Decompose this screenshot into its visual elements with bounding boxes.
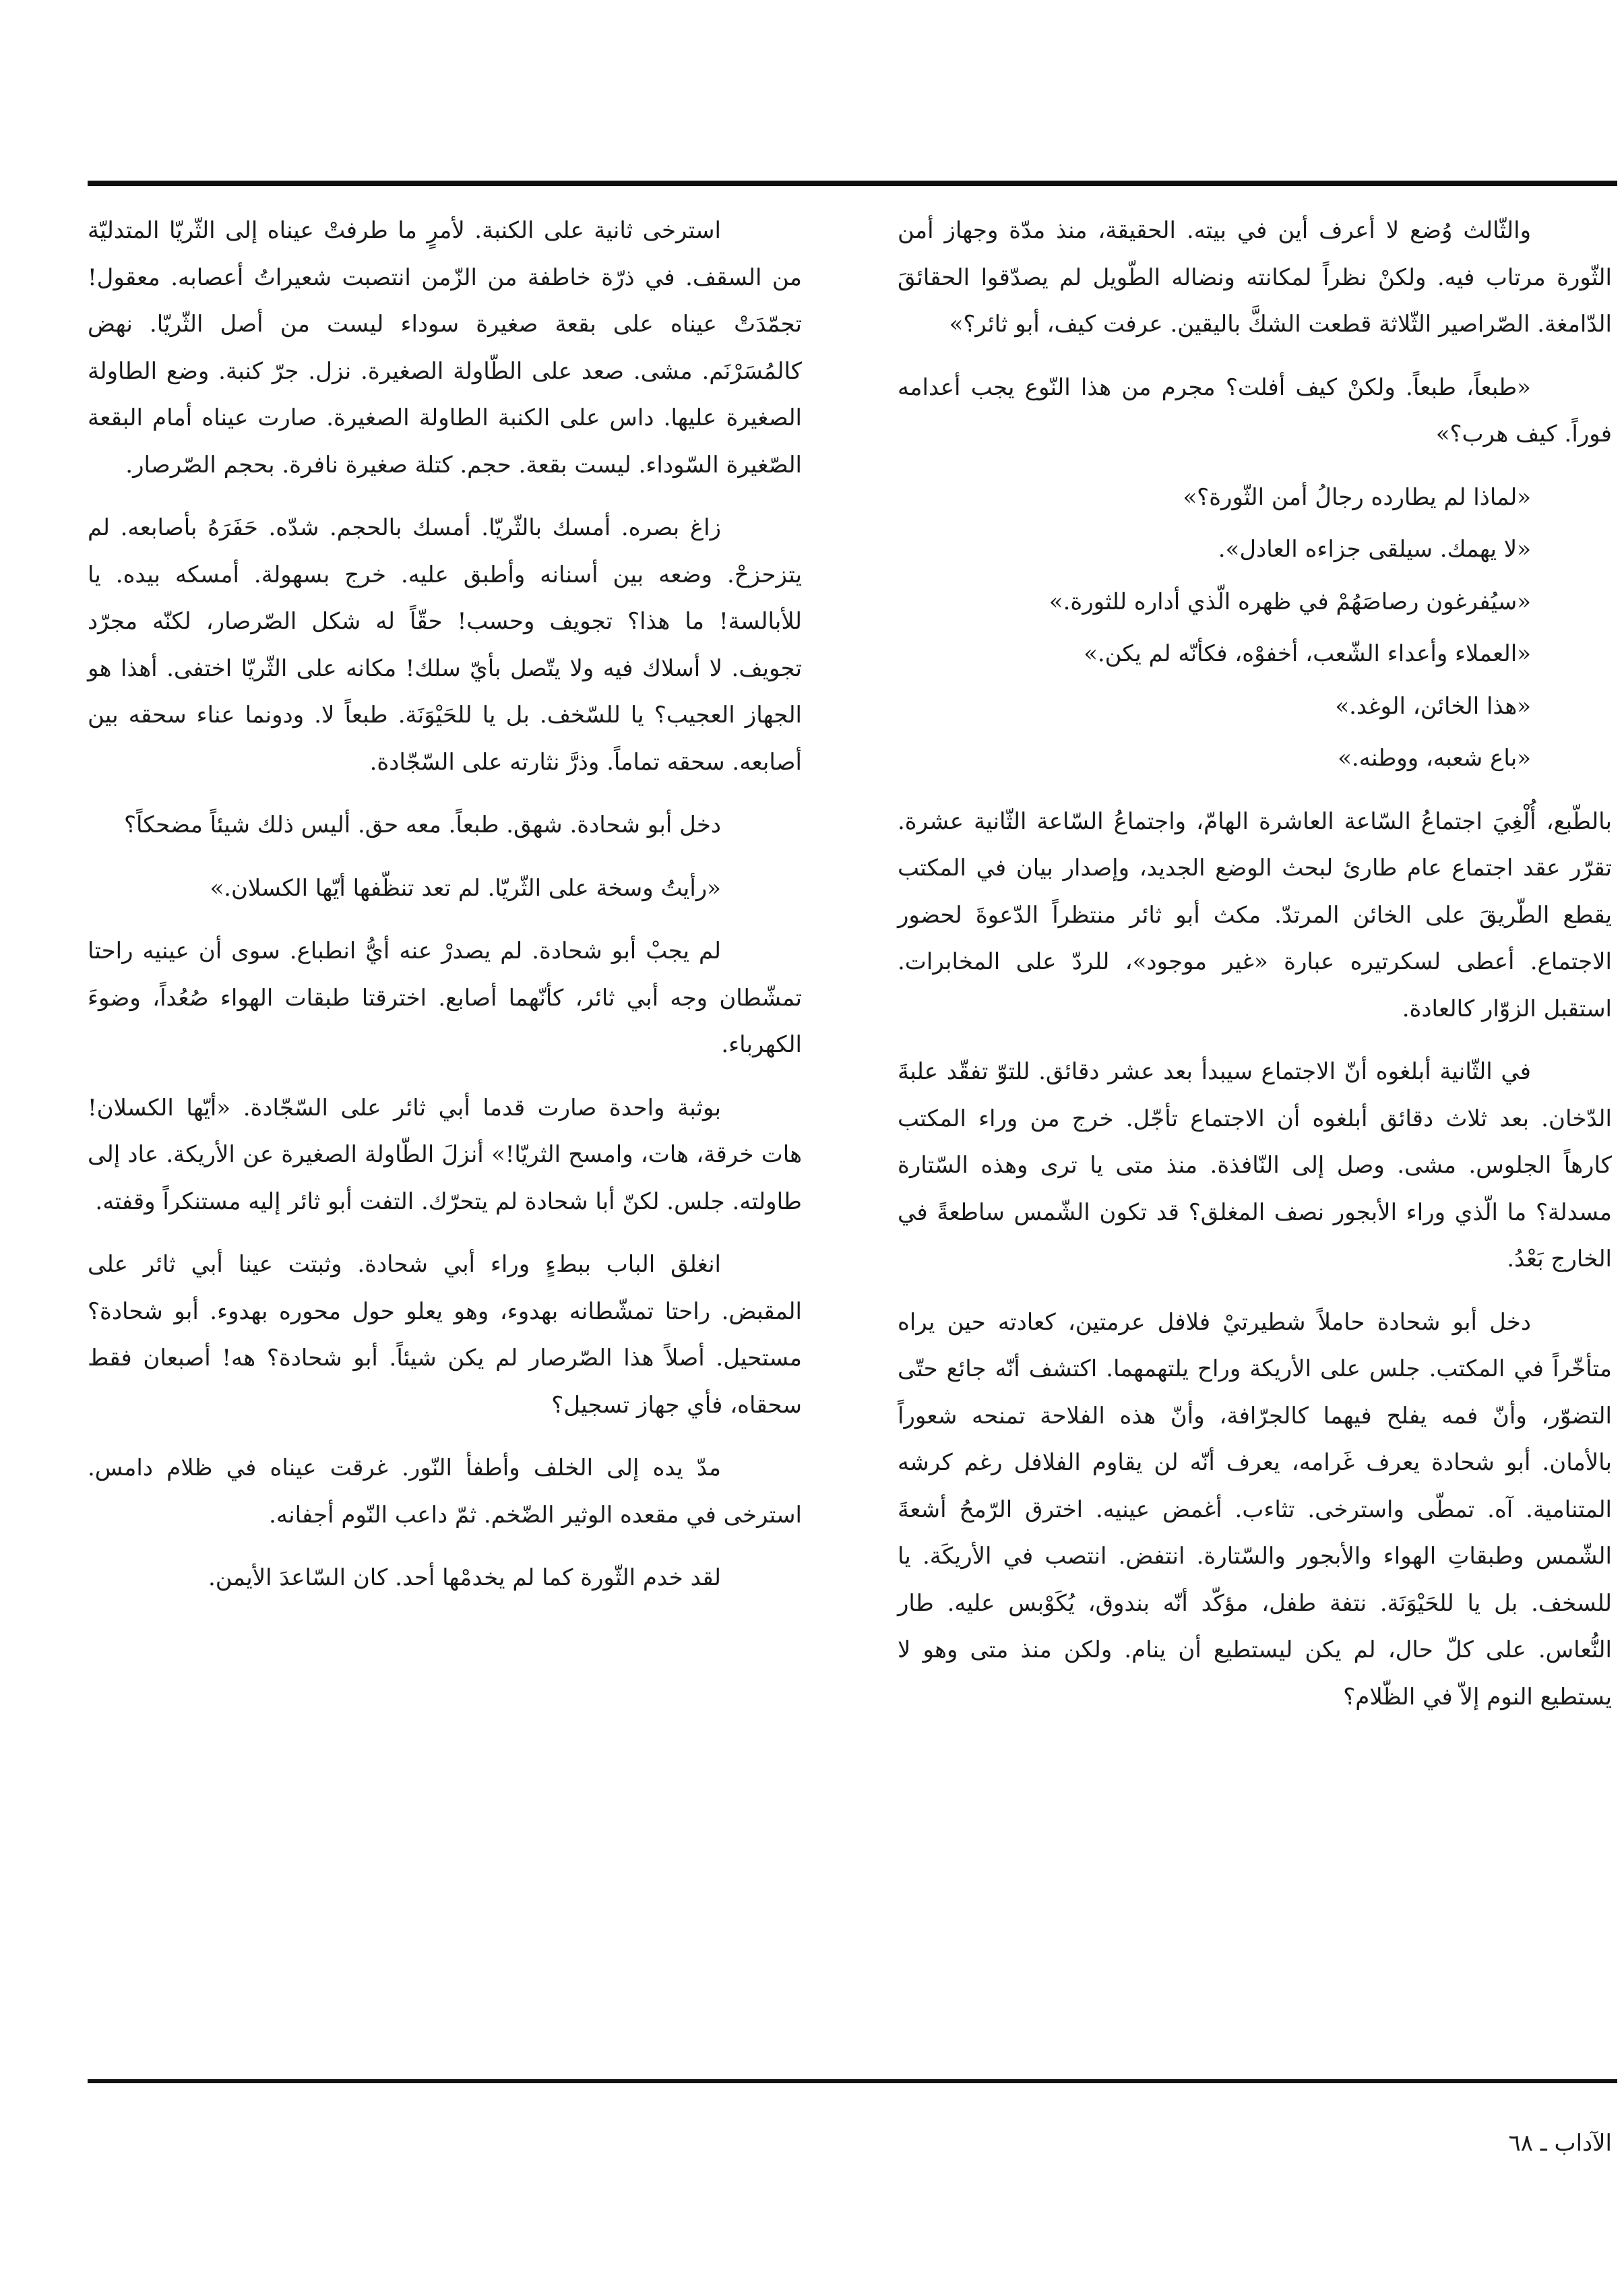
paragraph: دخل أبو شحادة حاملاً شطيرتيْ فلافل عرمتين، كعادته حين يراه متأخّراً في المكتب. جلس على الأريكة وراح يلتهمهما. اكتشف أنّه جائع حتّى التضوّر، وأنّ فمه يفلح فيهما كالجرّافة، وأنّ هذه الفلاحة تمنحه شعوراً بالأمان. أبو شحادة يعرف غَرامه، يعرف أنّه لن يقاوم الفلافل رغم كرشه المتنامية. آه. تمطّى واسترخى. تثاءب. أغمض عينيه. اخترق الرّمحُ أشعةَ الشّمس وطبقاتِ الهواء والأبجور والسّتارة. انتفض. انتصب في الأريكَة. يا للسخف. بل يا للحَيْوَنَة. نتفة طفل، مؤكّد أنّه بندوق، يُكَوْبس عليه. طار النُّعاس. على كلّ حال، لم يكن ليستطيع أن ينام. ولكن منذ متى وهو لا يستطيع النوم إلاّ في الظّلام؟: [898, 1308, 1612, 1711]
paragraph: بالطّبع، أُلْغِيَ اجتماعُ السّاعة العاشرة الهامّ، واجتماعُ السّاعة الثّانية عشرة. تقرّر عقد اجتماع عام طارئ لبحث الوضع الجديد، وإصدار بيان في المكتب يقطع الطّريقَ على الخائن المرتدّ. مكث أبو ثائر منتظراً الدّعوةَ لحضور الاجتماع. أعطى لسكرتيره عبارة «غير موجود»، للردّ على المخابرات. استقبل الزوّار كالعادة.: [898, 807, 1612, 1022]
dialog-line: «باع شعبه، ووطنه.»: [1338, 745, 1531, 772]
dialog-line: «لماذا لم يطارده رجالُ أمن الثّورة؟»: [1183, 483, 1531, 511]
right-column: [898, 208, 1612, 1737]
top-rule: [88, 181, 1617, 186]
left-column: [88, 208, 802, 1618]
paragraph: زاغ بصره. أمسك بالثّريّا. أمسك بالحجم. شدّه. حَفَرَهُ بأصابعه. لم يتزحزحْ. وضعه بين أسنانه وأطبق عليه. خرج بسهولة. أمسكه بيده. يا للأبالسة! ما هذا؟ تجويف وحسب! حقّاً له شكل الصّرصار، لكنّه مجرّد تجويف. لا أسلاك فيه ولا يتّصل بأيّ سلك! مكانه على الثّريّا اختفى. أهذا هو الجهاز العجيب؟ يا للسّخف. بل يا للحَيْوَنَة. طبعاً لا. ودونما عناء سحقه بين أصابعه. سحقه تماماً. وذرَّ نثارته على السّجّادة.: [88, 514, 802, 776]
paragraph: دخل أبو شحادة. شهق. طبعاً. معه حق. أليس ذلك شيئاً مضحكاً؟: [123, 811, 721, 838]
paragraph: استرخى ثانية على الكنبة. لأمرٍ ما طرفتْ عيناه إلى الثّريّا المتدليّة من السقف. في ذرّة خاطفة من الزّمن انتصبت شعيراتُ أعصابه. معقول! تجمّدَتْ عيناه على بقعة صغيرة سوداء ليست من أصل الثّريّا. نهض كالمُسَرْنَم. مشى. صعد على الطّاولة الصغيرة. نزل. جرّ كنبة. وضع الطاولة الصغيرة عليها. داس على الكنبة الطاولة الصغيرة. صارت عيناه أمام البقعة الصّغيرة السّوداء. ليست بقعة. حجم. كتلة صغيرة نافرة. بحجم الصّرصار.: [88, 217, 802, 479]
dialog-line: «العملاء وأعداء الشّعب، أخفوْه، فكأنّه لم يكن.»: [1084, 640, 1531, 667]
paragraph: بوثبة واحدة صارت قدما أبي ثائر على السّجّادة. «أيّها الكسلان! هات خرقة، هات، وامسح الثريّا!» أنزلَ الطّاولة الصغيرة عن الأريكة. عاد إلى طاولته. جلس. لكنّ أبا شحادة لم يتحرّك. التفت أبو ثائر إليه مستنكراً وقفته.: [88, 1094, 802, 1215]
dialog-line: «سيُفرغون رصاصَهُمْ في ظهره الّذي أداره للثورة.»: [1049, 588, 1531, 615]
paragraph: لم يجبْ أبو شحادة. لم يصدرْ عنه أيُّ انطباع. سوى أن عينيه راحتا تمشّطان وجه أبي ثائر، كأنّهما أصابع. اخترقتا طبقات الهواء صُعُداً، وضوءَ الكهرباء.: [88, 937, 802, 1058]
dialog-line: «لا يهمك. سيلقى جزاءه العادل».: [1218, 536, 1531, 563]
paragraph: انغلق الباب ببطءٍ وراء أبي شحادة. وثبتت عينا أبي ثائر على المقبض. راحتا تمشّطانه بهدوء، وهو يعلو حول محوره بهدوء. أبو شحادة؟ مستحيل. أصلاً هذا الصّرصار لم يكن شيئاً. أبو شحادة؟ هه! أصبعان فقط سحقاه، فأي جهاز تسجيل؟: [88, 1251, 802, 1419]
page-footer: الآداب ـ ٦٨: [1508, 2130, 1612, 2157]
paragraph: «طبعاً، طبعاً. ولكنْ كيف أفلت؟ مجرم من هذا النّوع يجب أعدامه فوراً. كيف هرب؟»: [898, 373, 1612, 448]
dialog-line: «هذا الخائن، الوغد.»: [1335, 692, 1531, 720]
paragraph: والثّالث وُضع لا أعرف أين في بيته. الحقيقة، منذ مدّة وجهاز أمن الثّورة مرتاب فيه. ولكنْ نظراً لمكانته ونضاله الطّويل لم يصدّقوا الحقائقَ الدّامغة. الصّراصير الثّلاثة قطعت الشكَّ باليقين. عرفت كيف، أبو ثائر؟»: [898, 217, 1612, 338]
bottom-rule: [88, 2079, 1617, 2083]
dialog-line: «رأيتُ وسخة على الثّريّا. لم تعد تنظّفها أيّها الكسلان.»: [210, 874, 721, 902]
paragraph: لقد خدم الثّورة كما لم يخدمْها أحد. كان السّاعدَ الأيمن.: [208, 1564, 721, 1591]
paragraph: مدّ يده إلى الخلف وأطفأ النّور. غرقت عيناه في ظلام دامس. استرخى في مقعده الوثير الضّخم. ثمّ داعب النّوم أجفانه.: [88, 1454, 802, 1529]
paragraph: في الثّانية أبلغوه أنّ الاجتماع سيبدأ بعد عشر دقائق. للتوّ تفقّد علبةَ الدّخان. بعد ثلاث دقائق أبلغوه أن الاجتماع تأجّل. خرج من وراء المكتب كارهاً الجلوس. مشى. وصل إلى النّافذة. منذ متى يا ترى وهذه السّتارة مسدلة؟ ما الّذي وراء الأبجور نصف المغلق؟ قد تكون الشّمس ساطعةً في الخارج بَعْدُ.: [898, 1058, 1612, 1272]
